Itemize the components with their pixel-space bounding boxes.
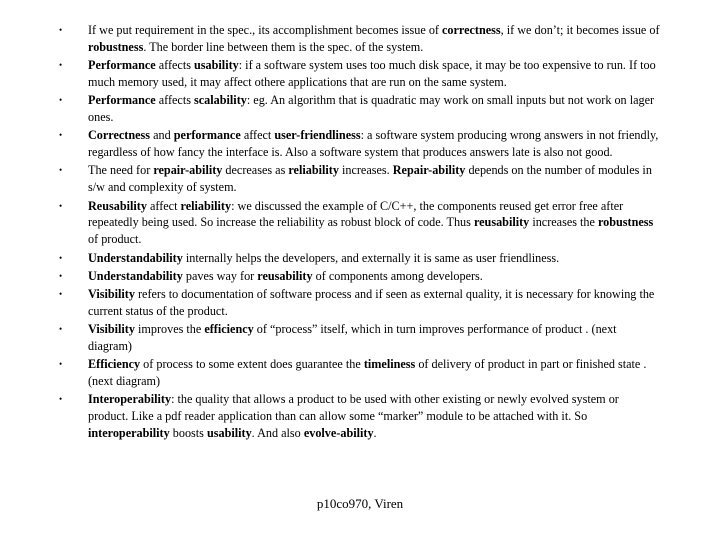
bold-term: Efficiency [88,357,141,372]
text-run: boosts [169,426,207,441]
bold-term: reusability [257,268,313,283]
bold-term: Visibility [88,322,135,337]
bullet-text [88,392,619,440]
bullet-text [88,128,658,159]
text-run: . And also [251,426,304,441]
text-run: paves way for [182,268,258,283]
bullet-icon: • [59,130,63,141]
bullet-item [56,321,662,355]
bullet-item [56,127,662,161]
bullet-icon: • [59,200,63,211]
text-run: affect [146,198,181,213]
bullet-text [88,163,652,194]
bold-term: Understandability [88,268,183,283]
text-run: and [150,128,174,143]
text-run: If we put requirement in the spec., its accomplishment becomes issue of [88,23,443,37]
text-run: of product. [88,232,142,247]
text-run: of “process” itself, which in turn improves performance of product . (next diagram) [88,322,617,353]
bullet-item [56,356,662,390]
bold-term: timeliness [363,357,416,372]
bullet-item [56,391,662,442]
text-run: : the quality that allows a product to be used with other existing or newly evolved system or product. Like a pdf reader application than can allow some “marker” module to be attached with it. So [88,392,619,424]
bullet-text [88,251,559,265]
bullet-text [88,322,617,353]
bold-term: usability [206,426,252,441]
bullet-icon: • [59,95,63,106]
bold-term: reusability [473,215,530,230]
bullet-item [56,57,662,91]
text-run: affect [240,128,275,143]
text-run: decreases as [222,163,289,178]
text-run: : a software system producing wrong answers in not friendly, regardless of how fancy the interface is. Also a software system that produces answers late is also not good. [88,128,659,160]
bullet-item [56,198,662,249]
slide-footer: p10co970, Viren [316,496,404,511]
bullet-icon: • [59,394,63,405]
text-run: : we discussed the example of C/C++, the components reused get error free after repeatedly being used. So increase the reliability as robust block of code. Thus [88,198,624,230]
bold-term: performance [173,128,241,143]
bold-term: Interoperability [88,392,172,407]
bullet-item [56,250,662,267]
text-run: depends on the number of modules in s/w and complexity of system. [88,163,652,195]
bold-term: efficiency [204,322,254,337]
bold-term: reliability [180,198,232,213]
bullet-icon: • [59,288,63,299]
text-run: : if a software system uses too much disk space, it may be too expensive to run. If too much memory used, it may affect othere applications that are run on the same system. [88,58,656,90]
text-run: increases. [338,163,393,178]
text-run: : eg. An algorithm that is quadratic may work on small inputs but not work on lager ones. [88,93,655,125]
bold-term: usability [194,58,239,73]
text-run: . [373,426,377,441]
text-run: The need for [88,163,154,178]
bold-term: Repair-ability [392,163,466,178]
bullet-icon: • [59,252,63,263]
text-run: of process to some extent does guarantee the [140,357,364,372]
bullet-text [88,23,660,54]
text-run: . The border line between them is the spec. of the system. [143,39,424,54]
bold-term: Visibility [88,286,135,301]
bullet-text [88,357,646,388]
bullet-item [56,22,662,56]
bullet-icon: • [59,270,63,281]
bold-term: correctness [442,23,501,37]
text-run: increases the [529,215,598,230]
bullet-icon: • [59,165,63,176]
bold-term: Understandability [88,250,183,265]
text-run: internally helps the developers, and externally it is same as user friendliness. [182,250,560,265]
bullet-list [56,22,662,443]
bullet-item [56,162,662,196]
bullet-icon: • [59,324,63,335]
bold-term: scalability [194,93,247,108]
bullet-icon: • [59,359,63,370]
bullet-icon: • [59,60,63,71]
text-run: of delivery of product in part or finished state . (next diagram) [88,357,647,389]
bullet-item [56,286,662,320]
bullet-icon: • [59,25,63,35]
bullet-text [88,287,654,318]
bold-term: repair-ability [153,163,223,178]
bold-term: Performance [88,58,156,73]
bold-term: robustness [88,39,144,54]
bullet-text [88,199,653,247]
bold-term: interoperability [88,426,170,441]
bold-term: Reusability [88,198,147,213]
bold-term: reliability [288,163,339,178]
text-run: affects [155,58,195,73]
bold-term: Performance [88,93,156,108]
bold-term: robustness [597,215,654,230]
text-run: , if we don’t; it becomes issue of [500,23,660,37]
bullet-text [88,269,483,283]
text-run: improves the [134,322,205,337]
bullet-text [88,58,656,89]
bold-term: evolve-ability [303,426,374,441]
bold-term: Correctness [88,128,151,143]
text-run: refers to documentation of software process and if seen as external quality, it is necessary for knowing the current status of the product. [88,286,655,318]
bullet-text [88,93,654,124]
text-run: of components among developers. [312,268,483,283]
bullet-item [56,92,662,126]
bold-term: user-friendliness [274,128,361,143]
text-run: affects [155,93,195,108]
bullet-item [56,268,662,285]
